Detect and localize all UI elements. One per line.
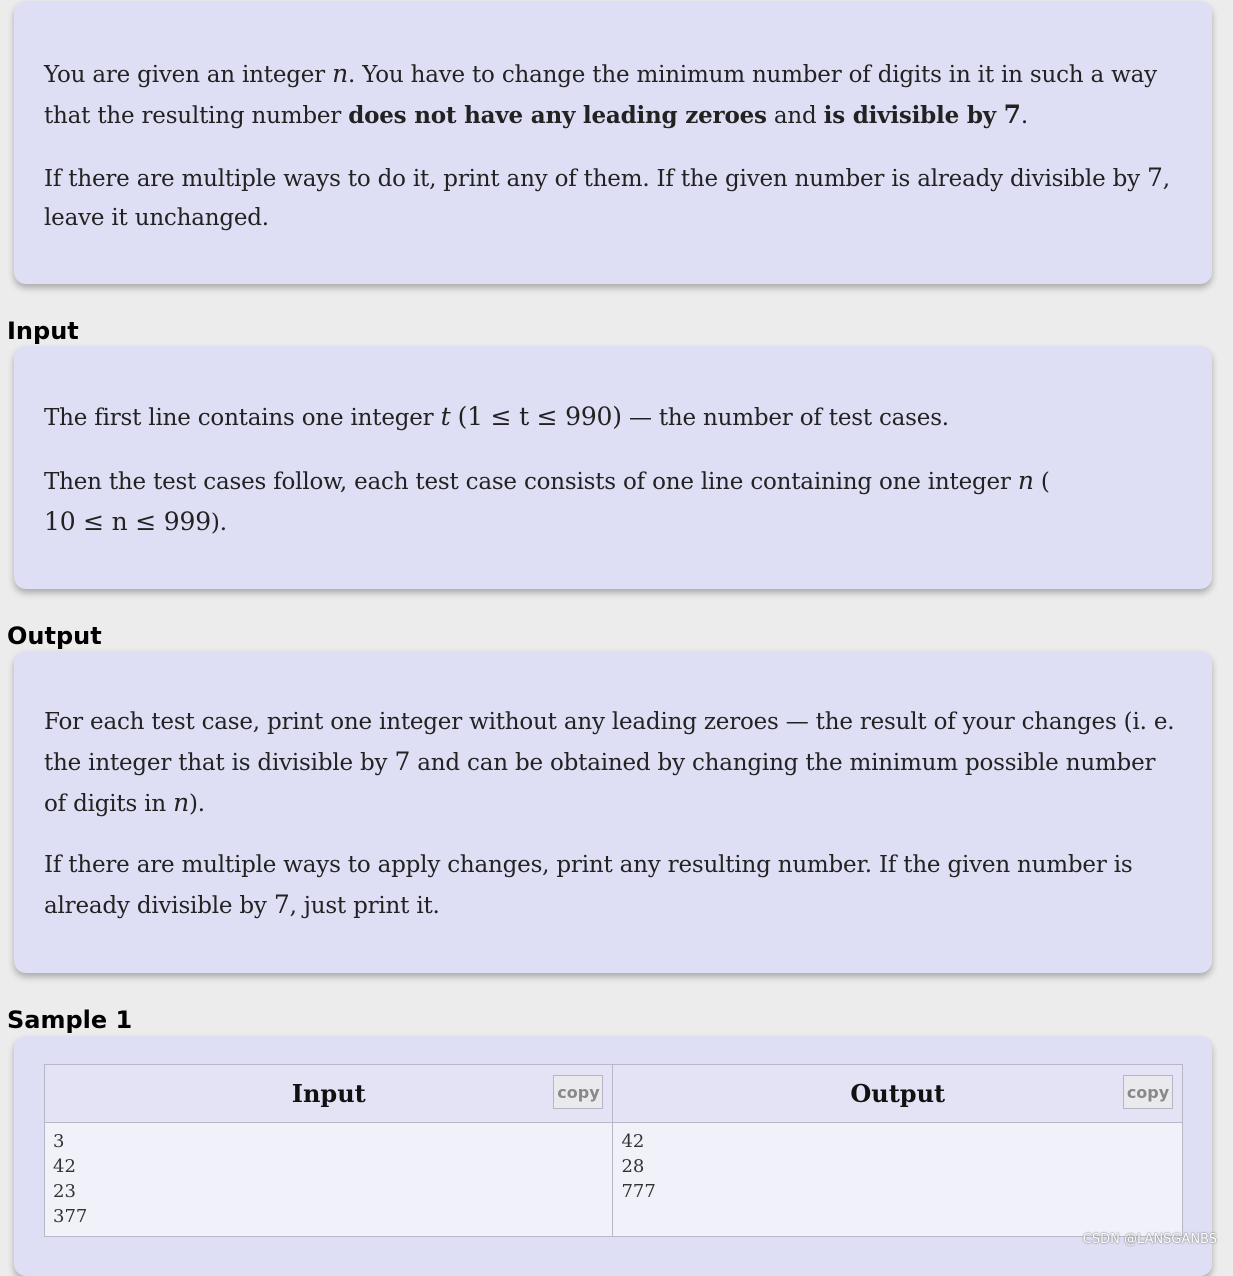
copy-input-button[interactable]: copy xyxy=(553,1075,603,1109)
statement-text: You are given an integer xyxy=(44,62,333,88)
output-text: ). xyxy=(188,791,205,817)
watermark: CSDN @LANSGANBS xyxy=(1082,1232,1217,1247)
output-card xyxy=(14,651,1212,973)
sample-output-line: 28 xyxy=(621,1156,645,1177)
sample-input-header xyxy=(45,1065,613,1123)
output-text: For each test case, print one integer without any leading zeroes — the result of your changes (i. e. the integer that is divisible by xyxy=(44,709,1175,776)
input-paragraph-2 xyxy=(44,461,1182,543)
input-text: Then the test cases follow, each test case consists of one line containing one integer xyxy=(44,469,1018,495)
number-seven: 7 xyxy=(1147,163,1163,192)
input-card xyxy=(14,346,1212,589)
statement-bold-text: does not have any leading zeroes xyxy=(348,102,767,129)
math-constraint-n: 10 ≤ n ≤ 999 xyxy=(44,507,211,536)
output-text: , just print it. xyxy=(289,893,440,919)
input-text: ( xyxy=(1033,469,1050,495)
variable-n: n xyxy=(332,59,348,88)
input-text: ). xyxy=(210,510,227,536)
variable-n: n xyxy=(173,788,189,817)
math-constraint-t: (1 ≤ t ≤ 990) xyxy=(457,402,622,431)
statement-bold-text: is divisible by xyxy=(823,102,1004,129)
sample-input-line: 3 xyxy=(53,1131,65,1152)
sample-output-line: 42 xyxy=(621,1131,645,1152)
sample-data-row xyxy=(45,1123,1183,1237)
statement-paragraph-1 xyxy=(44,54,1182,136)
sample-input-line: 42 xyxy=(53,1156,76,1177)
sample-section-title: Sample 1 xyxy=(7,1006,133,1034)
copy-output-button[interactable]: copy xyxy=(1123,1075,1173,1109)
statement-card xyxy=(14,1,1212,284)
statement-text: . xyxy=(1020,103,1028,129)
statement-text: and xyxy=(766,103,824,129)
sample-input-line: 377 xyxy=(53,1206,88,1227)
output-section-title: Output xyxy=(7,622,102,650)
output-paragraph-2 xyxy=(44,846,1182,926)
statement-text: . You have to change the minimum number of digits in it in such a way that the resulting number xyxy=(44,62,1157,129)
output-text: and can be obtained by changing the minimum possible number of digits in xyxy=(44,750,1156,817)
output-paragraph-1 xyxy=(44,703,1182,824)
statement-text: If there are multiple ways to do it, print any of them. If the given number is already divisible by xyxy=(44,166,1148,192)
statement-paragraph-2 xyxy=(44,158,1182,238)
input-section-title: Input xyxy=(7,317,79,345)
sample-input-line: 23 xyxy=(53,1181,76,1202)
output-text: If there are multiple ways to apply changes, print any resulting number. If the given number is already divisible by xyxy=(44,852,1133,919)
sample-output-header xyxy=(613,1065,1183,1123)
statement-text: , leave it unchanged. xyxy=(44,166,1170,231)
input-text: — the number of test cases. xyxy=(621,405,949,431)
sample-output-header-label: Output xyxy=(850,1079,946,1108)
input-paragraph-1 xyxy=(44,397,1182,438)
number-seven: 7 xyxy=(1003,100,1021,129)
sample-output-line: 777 xyxy=(621,1181,656,1202)
number-seven: 7 xyxy=(394,747,411,776)
sample-output-cell xyxy=(613,1123,1183,1237)
sample-card xyxy=(14,1036,1212,1276)
variable-n: n xyxy=(1017,466,1034,495)
number-seven: 7 xyxy=(273,890,290,919)
sample-table xyxy=(44,1064,1183,1237)
sample-input-cell xyxy=(45,1123,613,1237)
variable-t: t xyxy=(440,402,451,431)
sample-input-header-label: Input xyxy=(291,1079,366,1108)
input-text: The first line contains one integer xyxy=(44,405,441,431)
sample-header-row xyxy=(45,1065,1183,1123)
